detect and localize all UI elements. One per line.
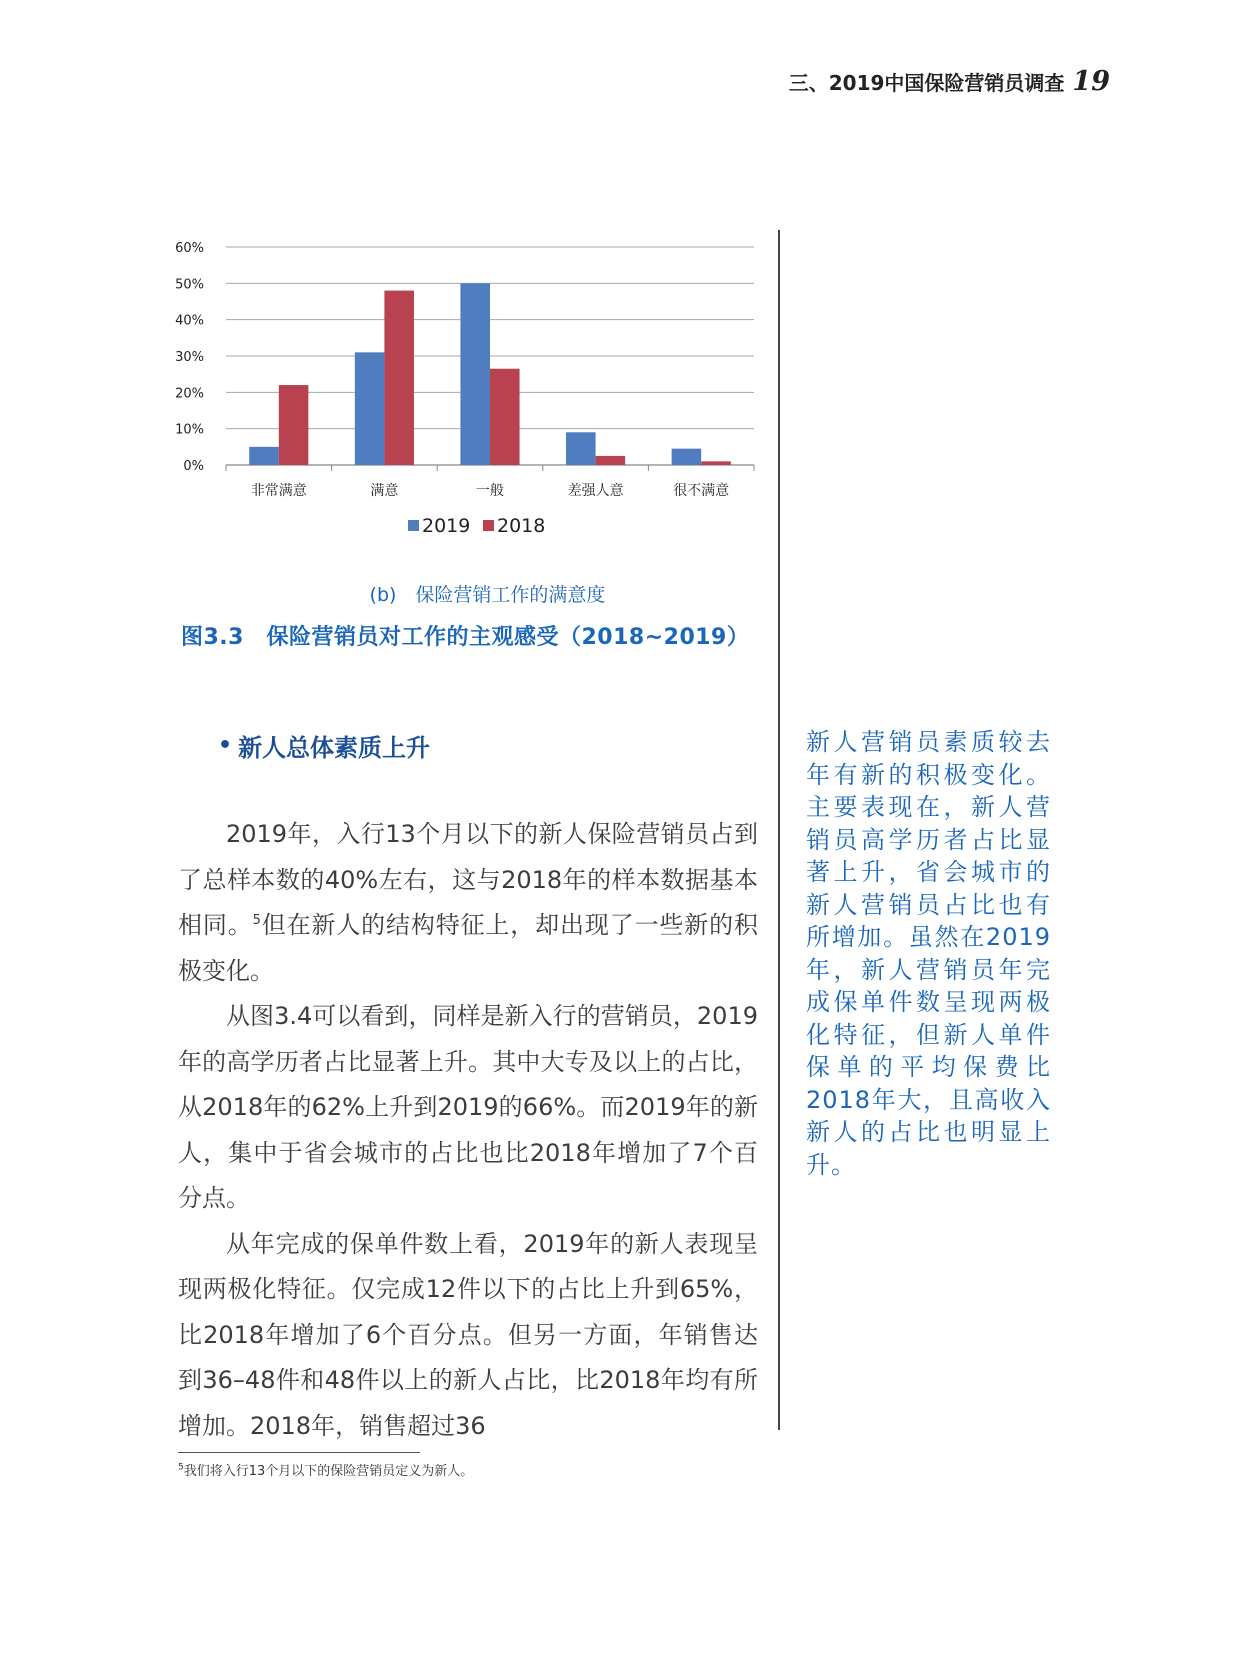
- paragraph-1-part-b: 但在新人的结构特征上，却出现了一些新的积极变化。: [178, 911, 759, 985]
- footnote-ref: 5: [252, 913, 261, 928]
- y-tick-label: 10%: [175, 422, 204, 438]
- header-title: 三、2019中国保险营销员调查: [788, 71, 1065, 95]
- paragraph-1-part-a: 2019年，入行13个月以下的新人保险营销员占到了总样本数的40%左右，这与2018年的样本数据基本相同。: [178, 820, 758, 939]
- page-number: 19: [1072, 66, 1110, 97]
- paragraph-1: [178, 812, 758, 994]
- figure-caption: 图3.3 保险营销员对工作的主观感受（2018~2019）: [181, 625, 750, 650]
- running-header: [789, 66, 1110, 97]
- footnote: [178, 1460, 473, 1479]
- legend-label-2019: 2019: [422, 515, 471, 537]
- bar-2019-3: [460, 283, 490, 465]
- legend-swatch-2018: [483, 520, 494, 531]
- footnote-text: 我们将入行13个月以下的保险营销员定义为新人。: [183, 1464, 474, 1479]
- y-tick-label: 40%: [175, 313, 204, 329]
- section-bullet: •: [218, 733, 233, 758]
- legend-swatch-2019: [408, 520, 419, 531]
- y-tick-label: 50%: [175, 277, 204, 293]
- y-tick-label: 30%: [175, 350, 204, 365]
- section-title: 新人总体素质上升: [238, 734, 431, 762]
- paragraph-3: 从年完成的保单件数上看，2019年的新人表现呈现两极化特征。仅完成12件以下的占比上升到65%，比2018年增加了6个百分点。但另一方面，年销售达到36–48件和48件以上的新人占比，比2018年均有所增加。2018年，销售超过36: [178, 1229, 758, 1440]
- bar-2018-3: [490, 369, 520, 465]
- bar-2019-4: [566, 432, 596, 465]
- bar-2018-5: [701, 461, 731, 465]
- paragraph-2: 从图3.4可以看到，同样是新入行的营销员，2019年的高学历者占比显著上升。其中大专及以上的占比，从2018年的62%上升到2019的66%。而2019年的新人，集中于省会城市的占比也比2018年增加了7个百分点。: [178, 1002, 758, 1212]
- x-category-label: 满意: [370, 483, 399, 499]
- bar-2018-1: [279, 385, 309, 465]
- y-tick-label: 60%: [175, 241, 204, 256]
- body-text: [178, 812, 758, 1449]
- sidebar-note: 新人营销员素质较去年有新的积极变化。主要表现在，新人营销员高学历者占比显著上升，省会城市的新人营销员占比也有所增加。虽然在2019年，新人营销员年完成保单件数呈现两极化特征，但新人单件保单的平均保费比2018年大，且高收入新人的占比也明显上升。: [806, 728, 1051, 1179]
- column-divider: [778, 230, 780, 1430]
- x-category-label: 非常满意: [250, 483, 307, 499]
- x-category-label: 差强人意: [567, 483, 624, 499]
- x-category-label: 很不满意: [673, 483, 730, 499]
- footnote-number: 5: [178, 1462, 184, 1473]
- bar-2019-1: [249, 447, 279, 465]
- bar-2019-2: [355, 352, 385, 465]
- y-tick-label: 0%: [183, 459, 204, 474]
- bar-2018-4: [596, 456, 626, 465]
- satisfaction-bar-chart: [160, 230, 760, 560]
- figure-subcaption: (b) 保险营销工作的满意度: [369, 584, 606, 606]
- section-heading: [218, 728, 430, 763]
- footnote-rule: [178, 1452, 420, 1453]
- y-tick-label: 20%: [175, 386, 204, 402]
- x-category-label: 一般: [476, 483, 504, 499]
- bar-2018-2: [384, 291, 414, 465]
- legend-label-2018: 2018: [497, 515, 546, 537]
- bar-2019-5: [672, 449, 702, 465]
